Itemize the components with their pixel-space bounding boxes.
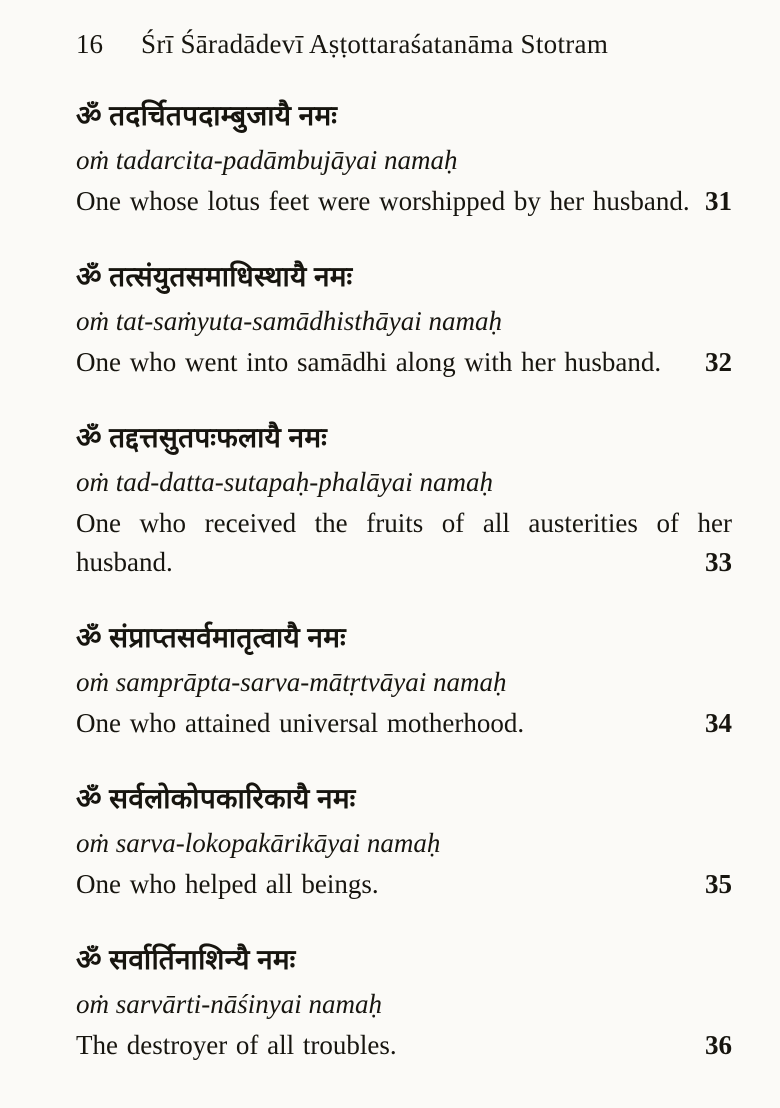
stotra-entry-32 — [76, 257, 732, 382]
verse-number: 35 — [691, 865, 732, 904]
verse-number: 32 — [691, 343, 732, 382]
mantra-transliteration: oṁ tat-saṁyuta-samādhisthāyai namaḥ — [76, 306, 502, 336]
stotra-entry-33 — [76, 418, 732, 582]
translation-text: One who attained universal motherhood. — [76, 708, 525, 738]
translation-row — [76, 182, 732, 221]
stotra-entry-35 — [76, 779, 732, 904]
page-number: 16 — [76, 29, 103, 59]
stotra-entry-36 — [76, 940, 732, 1065]
mantra-transliteration: oṁ tad-datta-sutapaḥ-phalāyai namaḥ — [76, 467, 493, 497]
mantra-devanagari: ॐ सर्वार्तिनाशिन्यै नमः — [76, 945, 296, 976]
verse-number: 36 — [691, 1026, 732, 1065]
translation-row — [76, 704, 732, 743]
translation-row — [76, 343, 732, 382]
verse-number: 34 — [691, 704, 732, 743]
mantra-devanagari: ॐ तद्दत्तसुतपःफलायै नमः — [76, 423, 328, 454]
mantra-transliteration: oṁ tadarcita-padāmbujāyai namaḥ — [76, 145, 458, 175]
stotra-entry-31 — [76, 96, 732, 221]
translation-row — [76, 504, 732, 582]
mantra-transliteration: oṁ sarvārti-nāśinyai namaḥ — [76, 989, 382, 1019]
translation-row — [76, 865, 732, 904]
page-header — [76, 26, 732, 62]
mantra-devanagari: ॐ सर्वलोकोपकारिकायै नमः — [76, 784, 356, 815]
mantra-devanagari: ॐ तदर्चितपदाम्बुजायै नमः — [76, 101, 338, 132]
verse-number: 33 — [691, 543, 732, 582]
translation-text: One who went into samādhi along with her husband. — [76, 347, 662, 377]
translation-row — [76, 1026, 732, 1065]
translation-text: One whose lotus feet were worshipped by her husband. — [76, 186, 690, 216]
translation-text: One who received the fruits of all austerities of her husband. — [76, 508, 732, 577]
stotra-entry-34 — [76, 618, 732, 743]
verse-number: 31 — [691, 182, 732, 221]
mantra-transliteration: oṁ sarva-lokopakārikāyai namaḥ — [76, 828, 441, 858]
stotram-list — [76, 96, 732, 1065]
book-title: Śrī Śāradādevī Aṣṭottaraśatanāma Stotram — [141, 29, 609, 59]
translation-text: The destroyer of all troubles. — [76, 1030, 397, 1060]
translation-text: One who helped all beings. — [76, 869, 379, 899]
mantra-transliteration: oṁ samprāpta-sarva-mātṛtvāyai namaḥ — [76, 667, 507, 697]
mantra-devanagari: ॐ संप्राप्तसर्वमातृत्वायै नमः — [76, 623, 346, 654]
mantra-devanagari: ॐ तत्संयुतसमाधिस्थायै नमः — [76, 262, 353, 293]
